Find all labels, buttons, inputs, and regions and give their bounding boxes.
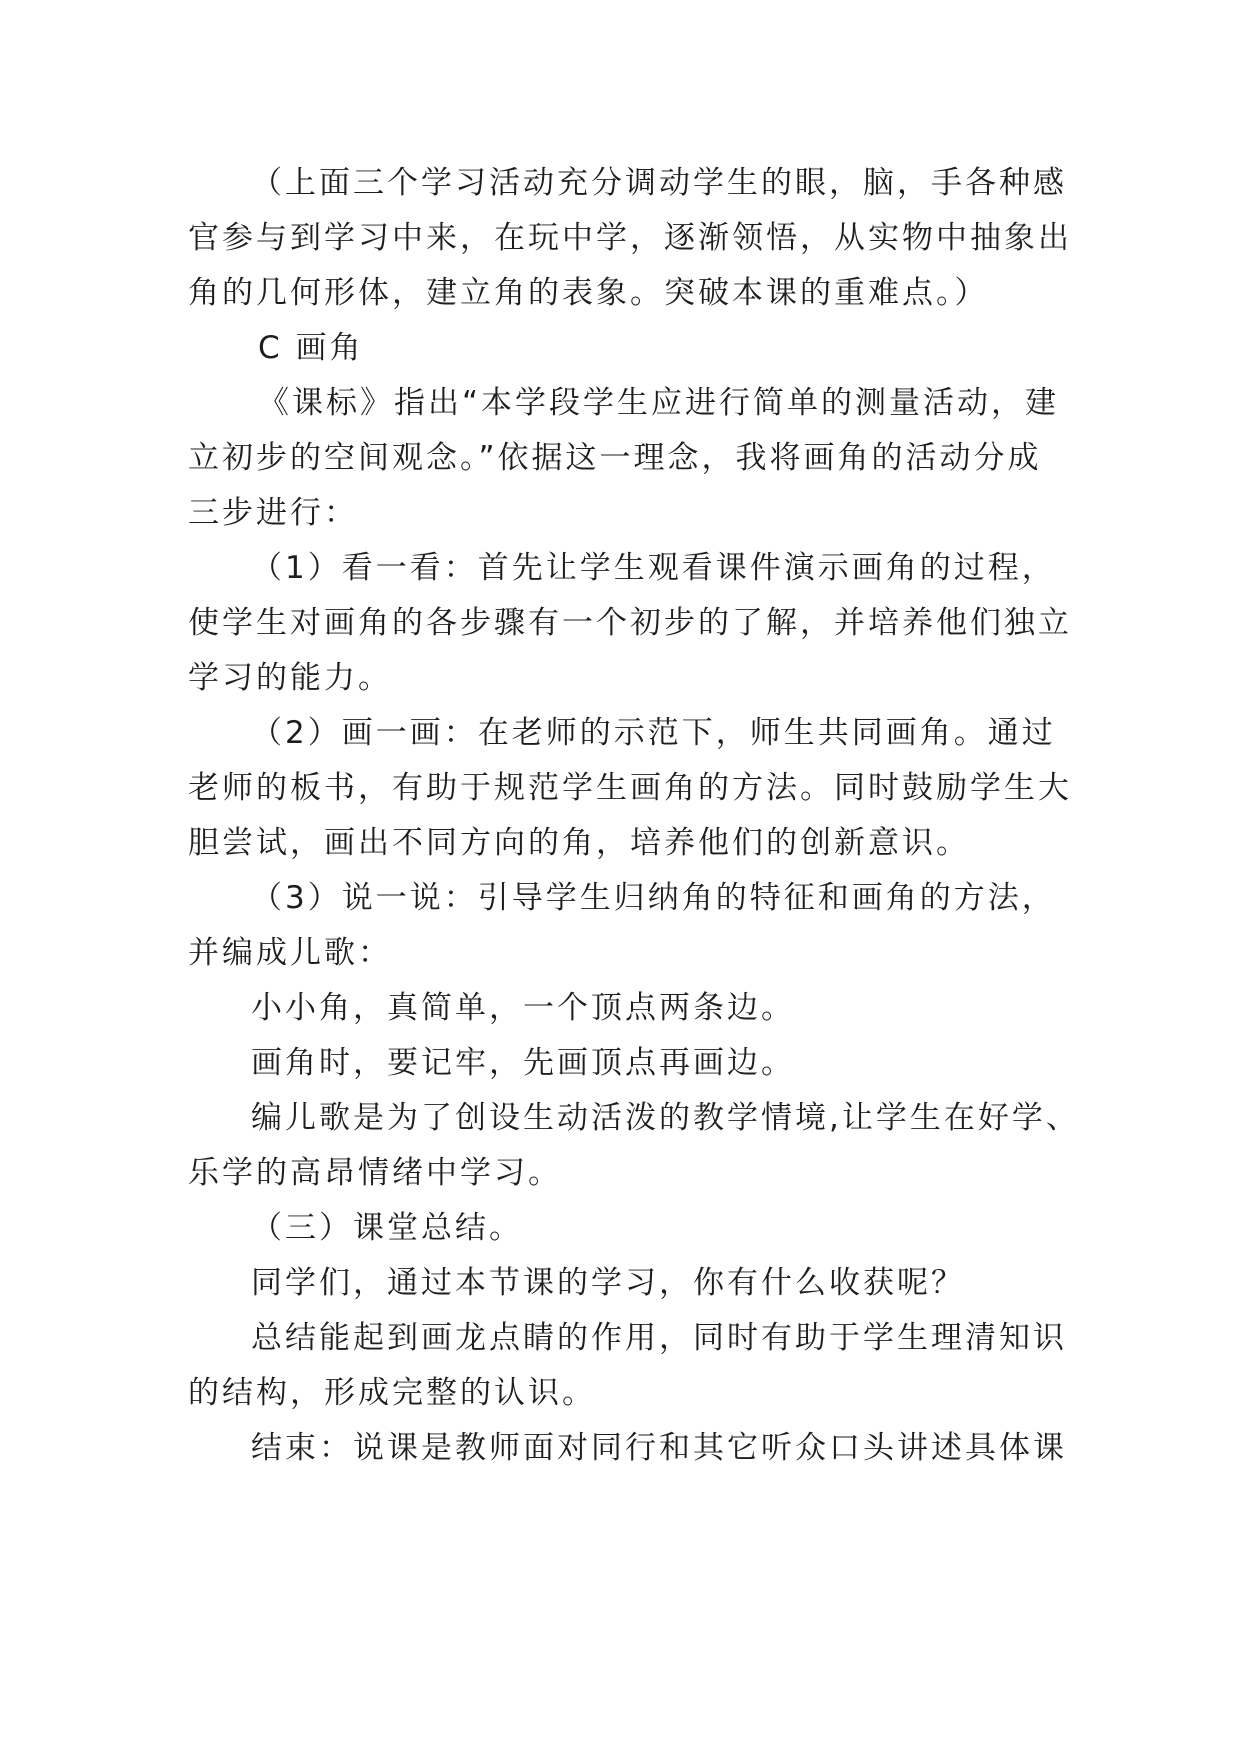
text-line: 使学生对画角的各步骤有一个初步的了解，并培养他们独立 xyxy=(188,605,1072,641)
text-line: 乐学的高昂情绪中学习。 xyxy=(188,1155,562,1191)
poem-line: 画角时，要记牢，先画顶点再画边。 xyxy=(251,1045,795,1081)
text-line: 学习的能力。 xyxy=(188,660,392,696)
poem-line: 小小角，真简单，一个顶点两条边。 xyxy=(251,990,795,1026)
text-line: 结束：说课是教师面对同行和其它听众口头讲述具体课 xyxy=(251,1430,1067,1466)
text-line: （1）看一看：首先让学生观看课件演示画角的过程， xyxy=(251,550,1056,586)
text-line: （3）说一说：引导学生归纳角的特征和画角的方法， xyxy=(251,880,1056,916)
text-line: 三步进行： xyxy=(188,495,358,531)
text-line: 同学们，通过本节课的学习，你有什么收获呢？ xyxy=(251,1265,965,1301)
text-line: 并编成儿歌： xyxy=(188,935,392,971)
text-line: 总结能起到画龙点睛的作用，同时有助于学生理清知识 xyxy=(251,1320,1067,1356)
text-line: （2）画一画：在老师的示范下，师生共同画角。通过 xyxy=(251,715,1056,751)
text-line: 官参与到学习中来，在玩中学，逐渐领悟，从实物中抽象出 xyxy=(188,220,1072,256)
text-line: 胆尝试，画出不同方向的角，培养他们的创新意识。 xyxy=(188,825,970,861)
text-line: 的结构，形成完整的认识。 xyxy=(188,1375,596,1411)
text-line: 编儿歌是为了创设生动活泼的教学情境,让学生在好学、 xyxy=(251,1100,1080,1136)
section-heading: C 画角 xyxy=(258,330,364,366)
text-line: 角的几何形体，建立角的表象。突破本课的重难点。） xyxy=(188,275,989,311)
text-line: （上面三个学习活动充分调动学生的眼，脑，手各种感 xyxy=(251,165,1067,201)
text-line: 老师的板书，有助于规范学生画角的方法。同时鼓励学生大 xyxy=(188,770,1072,806)
text-line: 《课标》指出“本学段学生应进行简单的测量活动，建 xyxy=(258,385,1060,421)
text-line: 立初步的空间观念。”依据这一理念，我将画角的活动分成 xyxy=(188,440,1042,476)
section-heading: （三）课堂总结。 xyxy=(251,1210,523,1246)
